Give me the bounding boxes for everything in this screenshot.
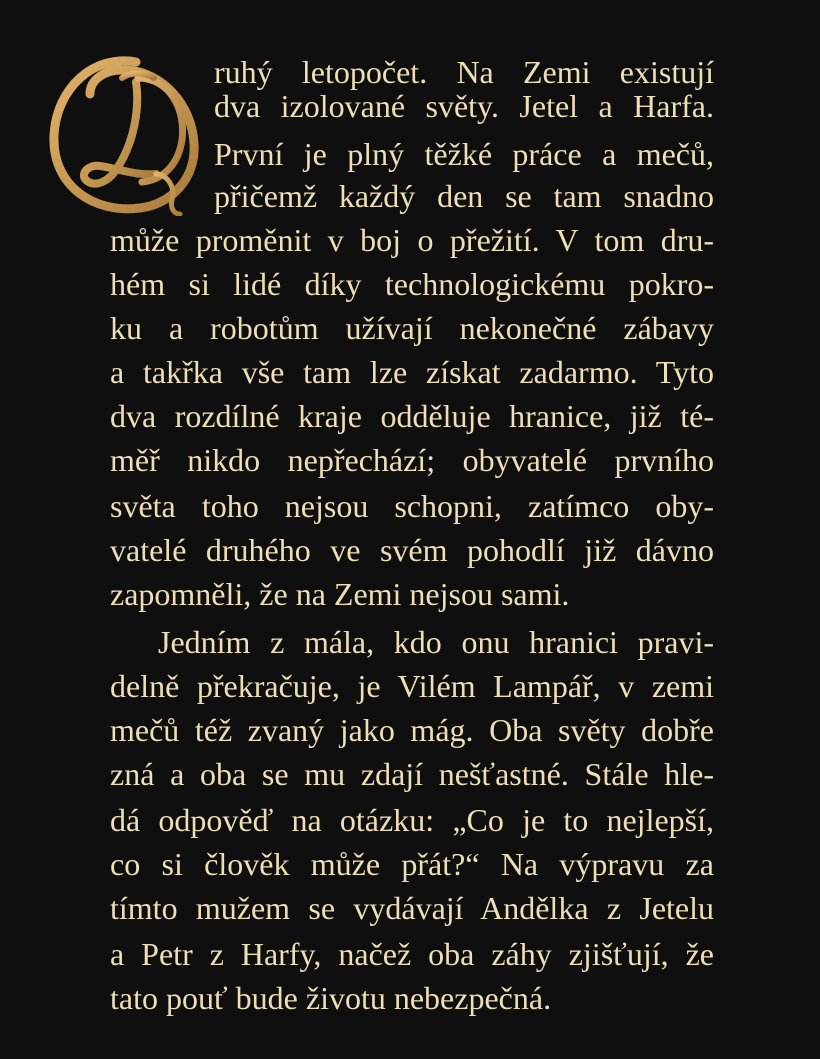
paragraph-2-line: tato pouť bude životu nebezpečná. (110, 980, 552, 1016)
paragraph-2-line: mečů též zvaný jako mág. Oba světy dobře (110, 712, 714, 748)
drop-cap-letter-d (44, 48, 202, 216)
paragraph-2-line: delně překračuje, je Vilém Lampář, v zemi (110, 668, 714, 704)
paragraph-1-line: První je plný těžké práce a mečů, (214, 136, 714, 172)
paragraph-1-line: může proměnit v boj o přežití. V tom dru- (110, 222, 714, 258)
paragraph-1-line: ku a robotům užívají nekonečné zábavy (110, 310, 714, 346)
paragraph-2-line: a Petr z Harfy, načež oba záhy zjišťují, že (110, 936, 714, 972)
paragraph-2-line: zná a oba se mu zdají nešťastné. Stále hle- (110, 756, 714, 792)
paragraph-1-line: zapomněli, že na Zemi nejsou sami. (110, 576, 570, 612)
paragraph-2-line: tímto mužem se vydávají Andělka z Jetelu (110, 890, 714, 926)
paragraph-2-line: dá odpověď na otázku: „Co je to nejlepší, (110, 802, 714, 838)
paragraph-1-line: dva rozdílné kraje odděluje hranice, již té- (110, 398, 714, 434)
paragraph-2-line: Jedním z mála, kdo onu hranici pravi- (158, 624, 714, 660)
paragraph-1-line: ruhý letopočet. Na Zemi existují (214, 54, 714, 90)
paragraph-2-line: co si člověk může přát?“ Na výpravu za (110, 846, 714, 882)
paragraph-1-line: světa toho nejsou schopni, zatímco oby- (110, 488, 714, 524)
paragraph-1-line: měř nikdo nepřechází; obyvatelé prvního (110, 442, 714, 478)
paragraph-1-line: dva izolované světy. Jetel a Harfa. (214, 88, 714, 124)
paragraph-1-line: hém si lidé díky technologickému pokro- (110, 266, 714, 302)
paragraph-1-line: a takřka vše tam lze získat zadarmo. Tyto (110, 354, 714, 390)
paragraph-1-line: vatelé druhého ve svém pohodlí již dávno (110, 532, 714, 568)
paragraph-1-line: přičemž každý den se tam snadno (214, 178, 714, 214)
